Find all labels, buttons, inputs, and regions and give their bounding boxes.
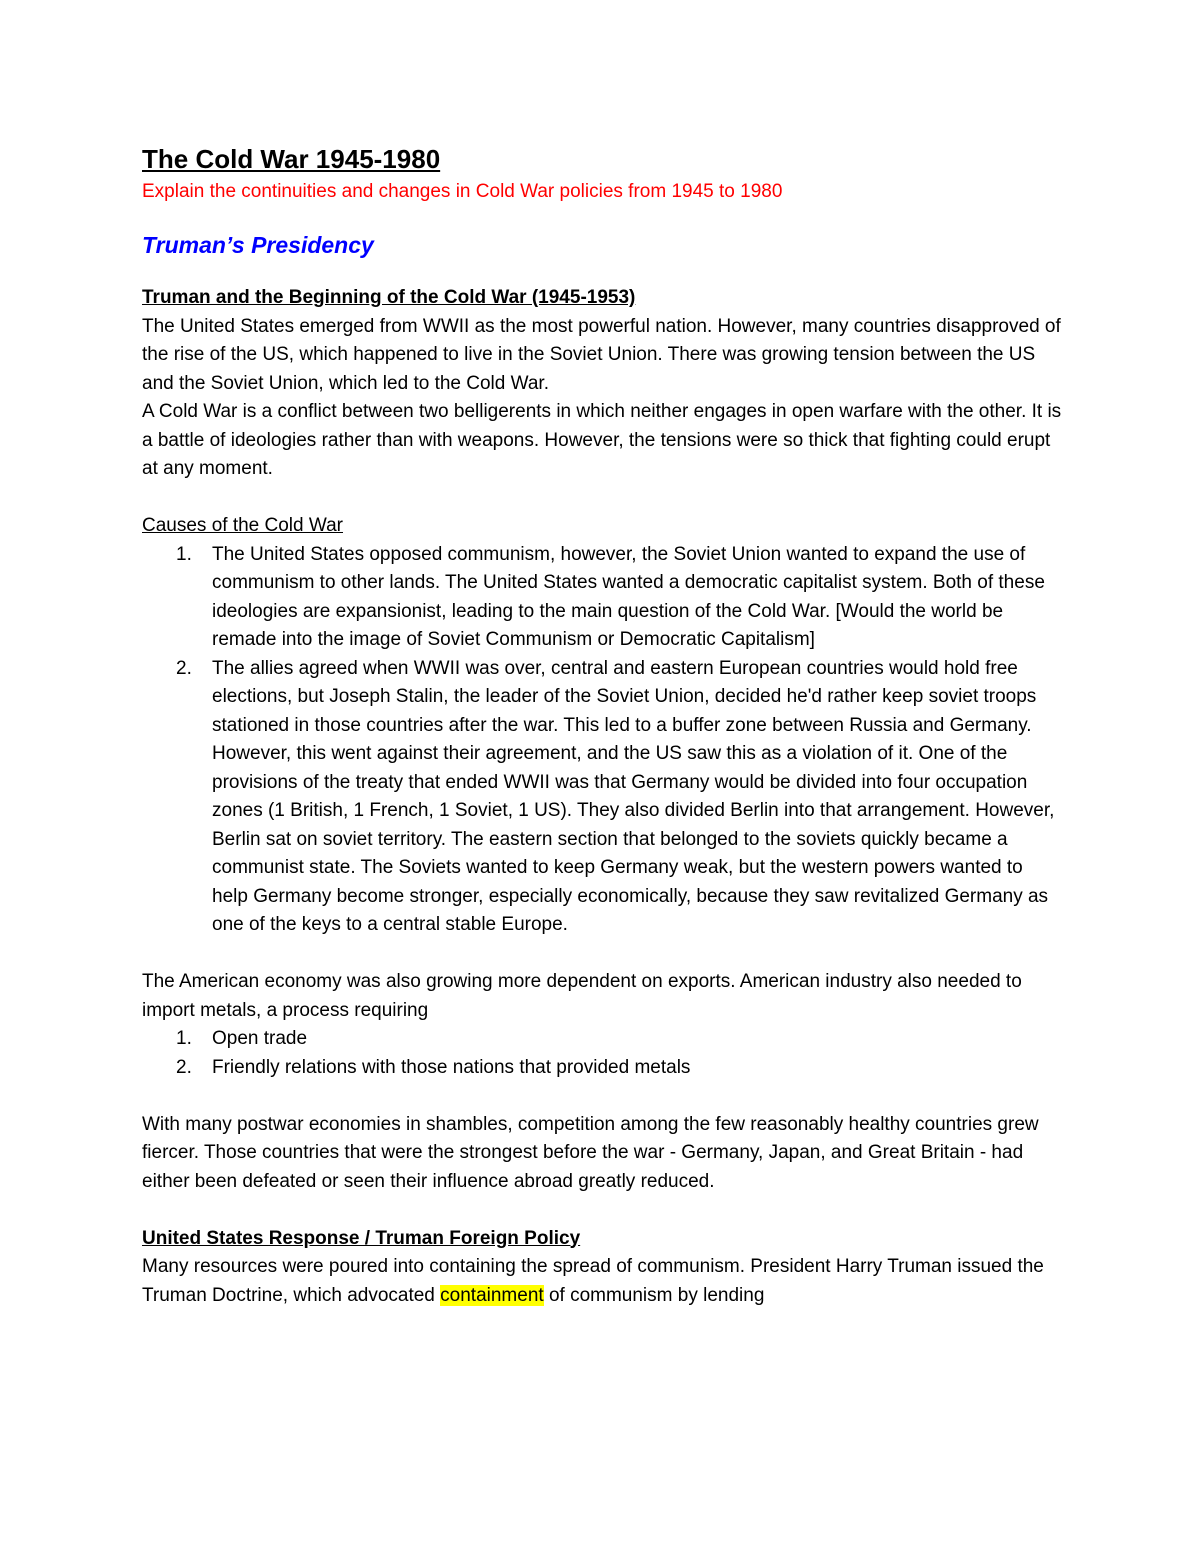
document-subtitle: Explain the continuities and changes in Cold War policies from 1945 to 1980 <box>142 181 783 202</box>
list-item <box>142 1025 1062 1054</box>
causes-label: Causes of the Cold War <box>142 515 343 536</box>
paragraph-emergence: The United States emerged from WWII as the most powerful nation. However, many countries disapproved of the rise of the US, which happened to live in the Soviet Union. There was growing tension between the US and the Soviet Union, which led to the Cold War. <box>142 315 1061 394</box>
causes-list <box>142 541 1062 940</box>
list-item <box>142 541 1062 655</box>
document-page <box>142 140 1062 1310</box>
document-title: The Cold War 1945-1980 <box>142 144 441 174</box>
list-item-text: The United States opposed communism, however, the Soviet Union wanted to expand the use of communism to other lands. The United States wanted a democratic capitalist system. Both of these ideologies are expansionist, leading to the main question of the Cold War. [Would the world be remade into the image of Soviet Communism or Democratic Capitalism] <box>212 543 1045 650</box>
paragraph-cold-war-definition: A Cold War is a conflict between two belligerents in which neither engages in open warfare with the other. It is a battle of ideologies rather than with weapons. However, the tensions were so thick that fighting could erupt at any moment. <box>142 401 1062 479</box>
paragraph-economy: The American economy was also growing more dependent on exports. American industry also needed to import metals, a process requiring <box>142 971 1022 1021</box>
paragraph-text-before: Many resources were poured into containing the spread of communism. President Harry Truman issued the Truman Doctrine, which advocated <box>142 1256 1044 1306</box>
paragraph-containment <box>142 1253 1062 1310</box>
highlighted-term: containment <box>440 1284 544 1306</box>
list-number: 2. <box>176 1056 192 1078</box>
section-heading: Truman’s Presidency <box>142 232 374 258</box>
list-item <box>142 655 1062 940</box>
subsection-heading-beginning: Truman and the Beginning of the Cold War (1945-1953) <box>142 287 636 308</box>
list-item-text: The allies agreed when WWII was over, central and eastern European countries would hold free elections, but Joseph Stalin, the leader of the Soviet Union, decided he'd rather keep soviet troops stationed in those countries after the war. This led to a buffer zone between Russia and Germany. However, this went against their agreement, and the US saw this as a violation of it. One of the provisions of the treaty that ended WWII was that Germany would be divided into four occupation zones (1 British, 1 French, 1 Soviet, 1 US). They also divided Berlin into that arrangement. However, Berlin sat on soviet territory. The eastern section that belonged to the soviets quickly became a communist state. The Soviets wanted to keep Germany weak, but the western powers wanted to help Germany become stronger, especially economically, because they saw revitalized Germany as one of the keys to a central stable Europe. <box>212 657 1055 935</box>
list-number: 1. <box>176 543 192 565</box>
list-item-text: Friendly relations with those nations that provided metals <box>212 1056 691 1078</box>
list-item-text: Open trade <box>212 1028 308 1049</box>
list-number: 2. <box>176 657 192 679</box>
economy-list <box>142 1025 1062 1082</box>
list-item <box>142 1054 1062 1083</box>
paragraph-text-after: of communism by lending <box>543 1284 765 1306</box>
subsection-heading-response: United States Response / Truman Foreign Policy <box>142 1227 581 1249</box>
paragraph-postwar: With many postwar economies in shambles, competition among the few reasonably healthy countries grew fiercer. Those countries that were the strongest before the war - Germany, Japan, and Great Britain - had either been defeated or seen their influence abroad greatly reduced. <box>142 1113 1039 1192</box>
list-number: 1. <box>176 1028 192 1049</box>
